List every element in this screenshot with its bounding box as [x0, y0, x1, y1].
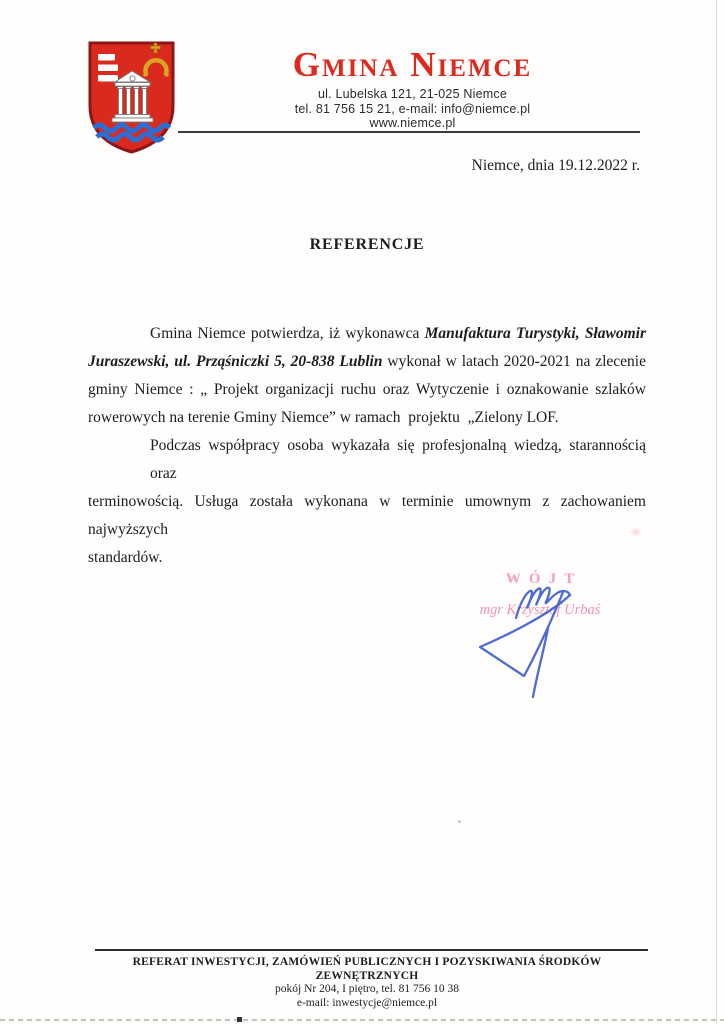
- org-contact: tel. 81 756 15 21, e-mail: info@niemce.pl: [294, 101, 531, 116]
- signature-icon: [452, 572, 632, 707]
- body-line: terminowością. Usługa została wykonana w terminie umownym z zachowaniem najwyższych: [88, 493, 650, 538]
- footer-department: REFERAT INWESTYCJI, ZAMÓWIEŃ PUBLICZNYCH I POZYSKIWANIA ŚRODKÓW ZEWNĘTRZNYCH: [132, 956, 602, 982]
- stamp-title: WÓJT: [505, 571, 583, 587]
- right-scan-line: [716, 0, 717, 1024]
- body-line: Podczas współpracy osoba wykazała się profesjonalną wiedzą, starannością oraz: [150, 437, 650, 482]
- bottom-scan-line: [0, 1019, 724, 1021]
- footer-rule: [95, 949, 648, 951]
- document-title: REFERENCJE: [309, 236, 425, 253]
- body-line: Juraszewski, ul. Prząśniczki 5, 20-838 Lublin wykonał w latach 2020-2021 na zlecenie: [88, 353, 646, 370]
- letterhead: [180, 46, 645, 131]
- ink-smudge: [630, 527, 642, 537]
- body-line: rowerowych na terenie Gminy Niemce” w ramach projektu „Zielony LOF.: [88, 409, 559, 426]
- bars-charge: [98, 54, 118, 82]
- org-website: www.niemce.pl: [369, 116, 456, 130]
- coat-of-arms-icon: [85, 38, 178, 157]
- org-name: Gmina Niemce: [292, 45, 533, 84]
- date-line: Niemce, dnia 19.12.2022 r.: [471, 157, 640, 174]
- header-rule: [178, 131, 640, 133]
- body-line: gminy Niemce : „ Projekt organizacji ruchu oraz Wytyczenie i oznakowanie szlaków: [88, 381, 646, 398]
- footer-room: pokój Nr 204, I piętro, tel. 81 756 10 38: [275, 983, 459, 995]
- stamp-name: mgr Krzysztof Urbaś: [479, 602, 601, 618]
- body-text: [88, 320, 650, 572]
- footer-email: e-mail: inwestycje@niemce.pl: [296, 996, 438, 1009]
- org-address: ul. Lubelska 121, 21-025 Niemce: [318, 87, 507, 101]
- footer: [88, 955, 646, 1010]
- scan-speck: [458, 820, 461, 823]
- body-line: standardów.: [88, 549, 163, 566]
- bottom-scan-mark: [237, 1017, 242, 1022]
- body-line: Gmina Niemce potwierdza, iż wykonawca Manufaktura Turystyki, Sławomir: [150, 325, 646, 342]
